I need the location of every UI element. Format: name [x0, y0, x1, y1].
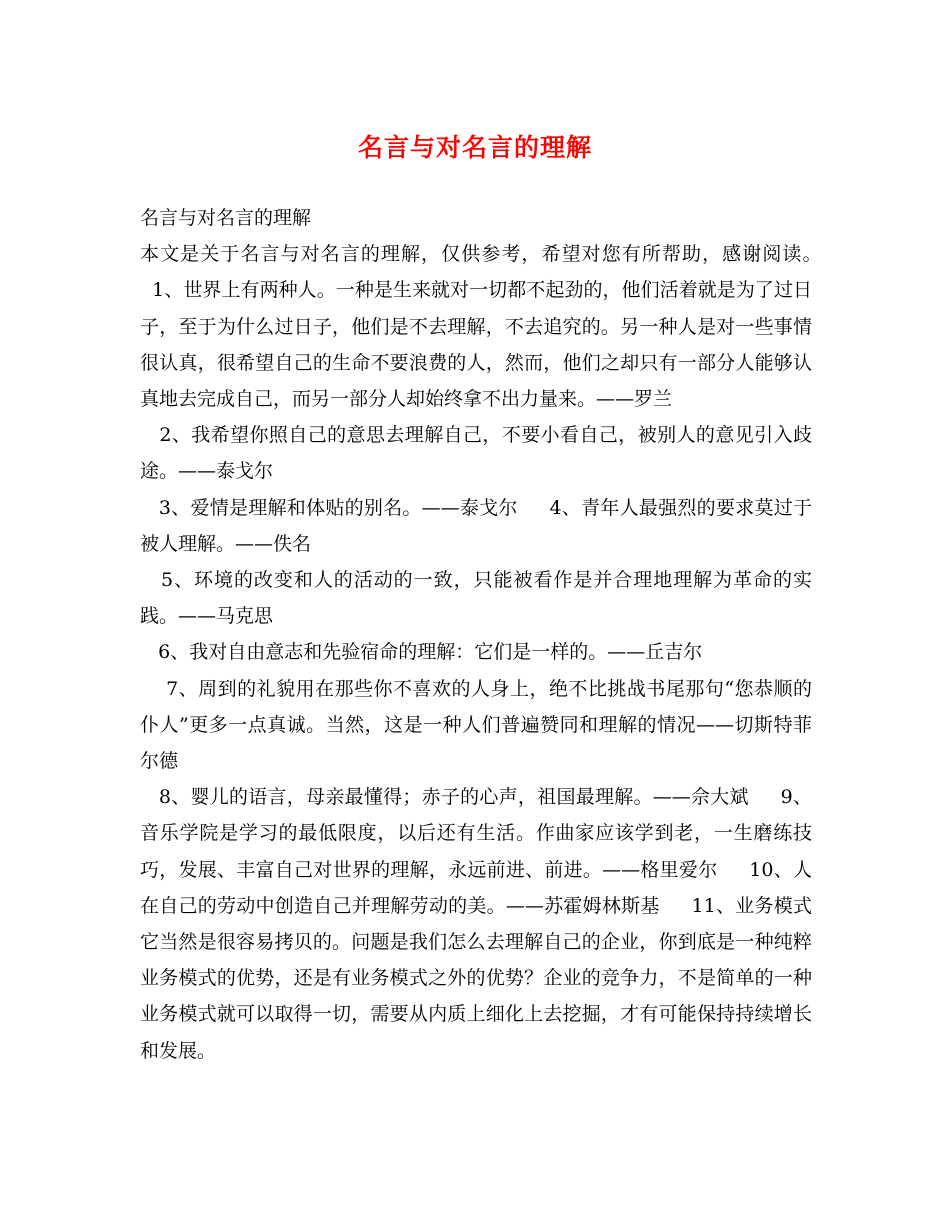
document-body: [140, 200, 832, 1069]
paragraph-quote-5: 5、环境的改变和人的活动的一致，只能被看作是并合理地理解为革命的实践。——马克思: [140, 569, 812, 628]
paragraph-quote-7: 7、周到的礼貌用在那些你不喜欢的人身上，绝不比挑战书尾那句“您恭顺的仆人”更多一点真诚。当然，这是一种人们普遍赞同和理解的情况——切斯特菲尔德: [140, 677, 812, 773]
paragraph-quote-8-11: 8、婴儿的语言，母亲最懂得；赤子的心声，祖国最理解。——佘大斌 9、音乐学院是学习的最低限度，以后还有生活。作曲家应该学到老，一生磨练技巧，发展、丰富自己对世界的理解，永远前进、前进。——格里爱尔 10、人在自己的劳动中创造自己并理解劳动的美。——苏霍姆林斯基 11、业务模式它当然是很容易拷贝的。问题是我们怎么去理解自己的企业，你到底是一种纯粹业务模式的优势，还是有业务模式之外的优势？企业的竞争力，不是简单的一种业务模式就可以取得一切，需要从内质上细化上去挖掘，才有可能保持持续增长和发展。: [140, 786, 812, 1062]
document-title: 名言与对名言的理解: [357, 133, 592, 162]
paragraph-intro-quote-1: 本文是关于名言与对名言的理解，仅供参考，希望对您有所帮助，感谢阅读。 1、世界上有两种人。一种是生来就对一切都不起劲的，他们活着就是为了过日子，至于为什么过日子，他们是不去理解，不去追究的。另一种人是对一些事情很认真，很希望自己的生命不要浪费的人，然而，他们之却只有一部分人能够认真地去完成自己，而另一部分人却始终拿不出力量来。——罗兰: [140, 243, 832, 411]
paragraph-quote-3-4: 3、爱情是理解和体贴的别名。——泰戈尔 4、青年人最强烈的要求莫过于被人理解。——佚名: [140, 496, 812, 555]
paragraph-subtitle: 名言与对名言的理解: [140, 207, 312, 229]
paragraph-quote-6: 6、我对自由意志和先验宿命的理解：它们是一样的。——丘吉尔: [140, 641, 703, 664]
paragraph-quote-2: 2、我希望你照自己的意思去理解自己，不要小看自己，被别人的意见引入歧途。——泰戈尔: [140, 424, 812, 483]
